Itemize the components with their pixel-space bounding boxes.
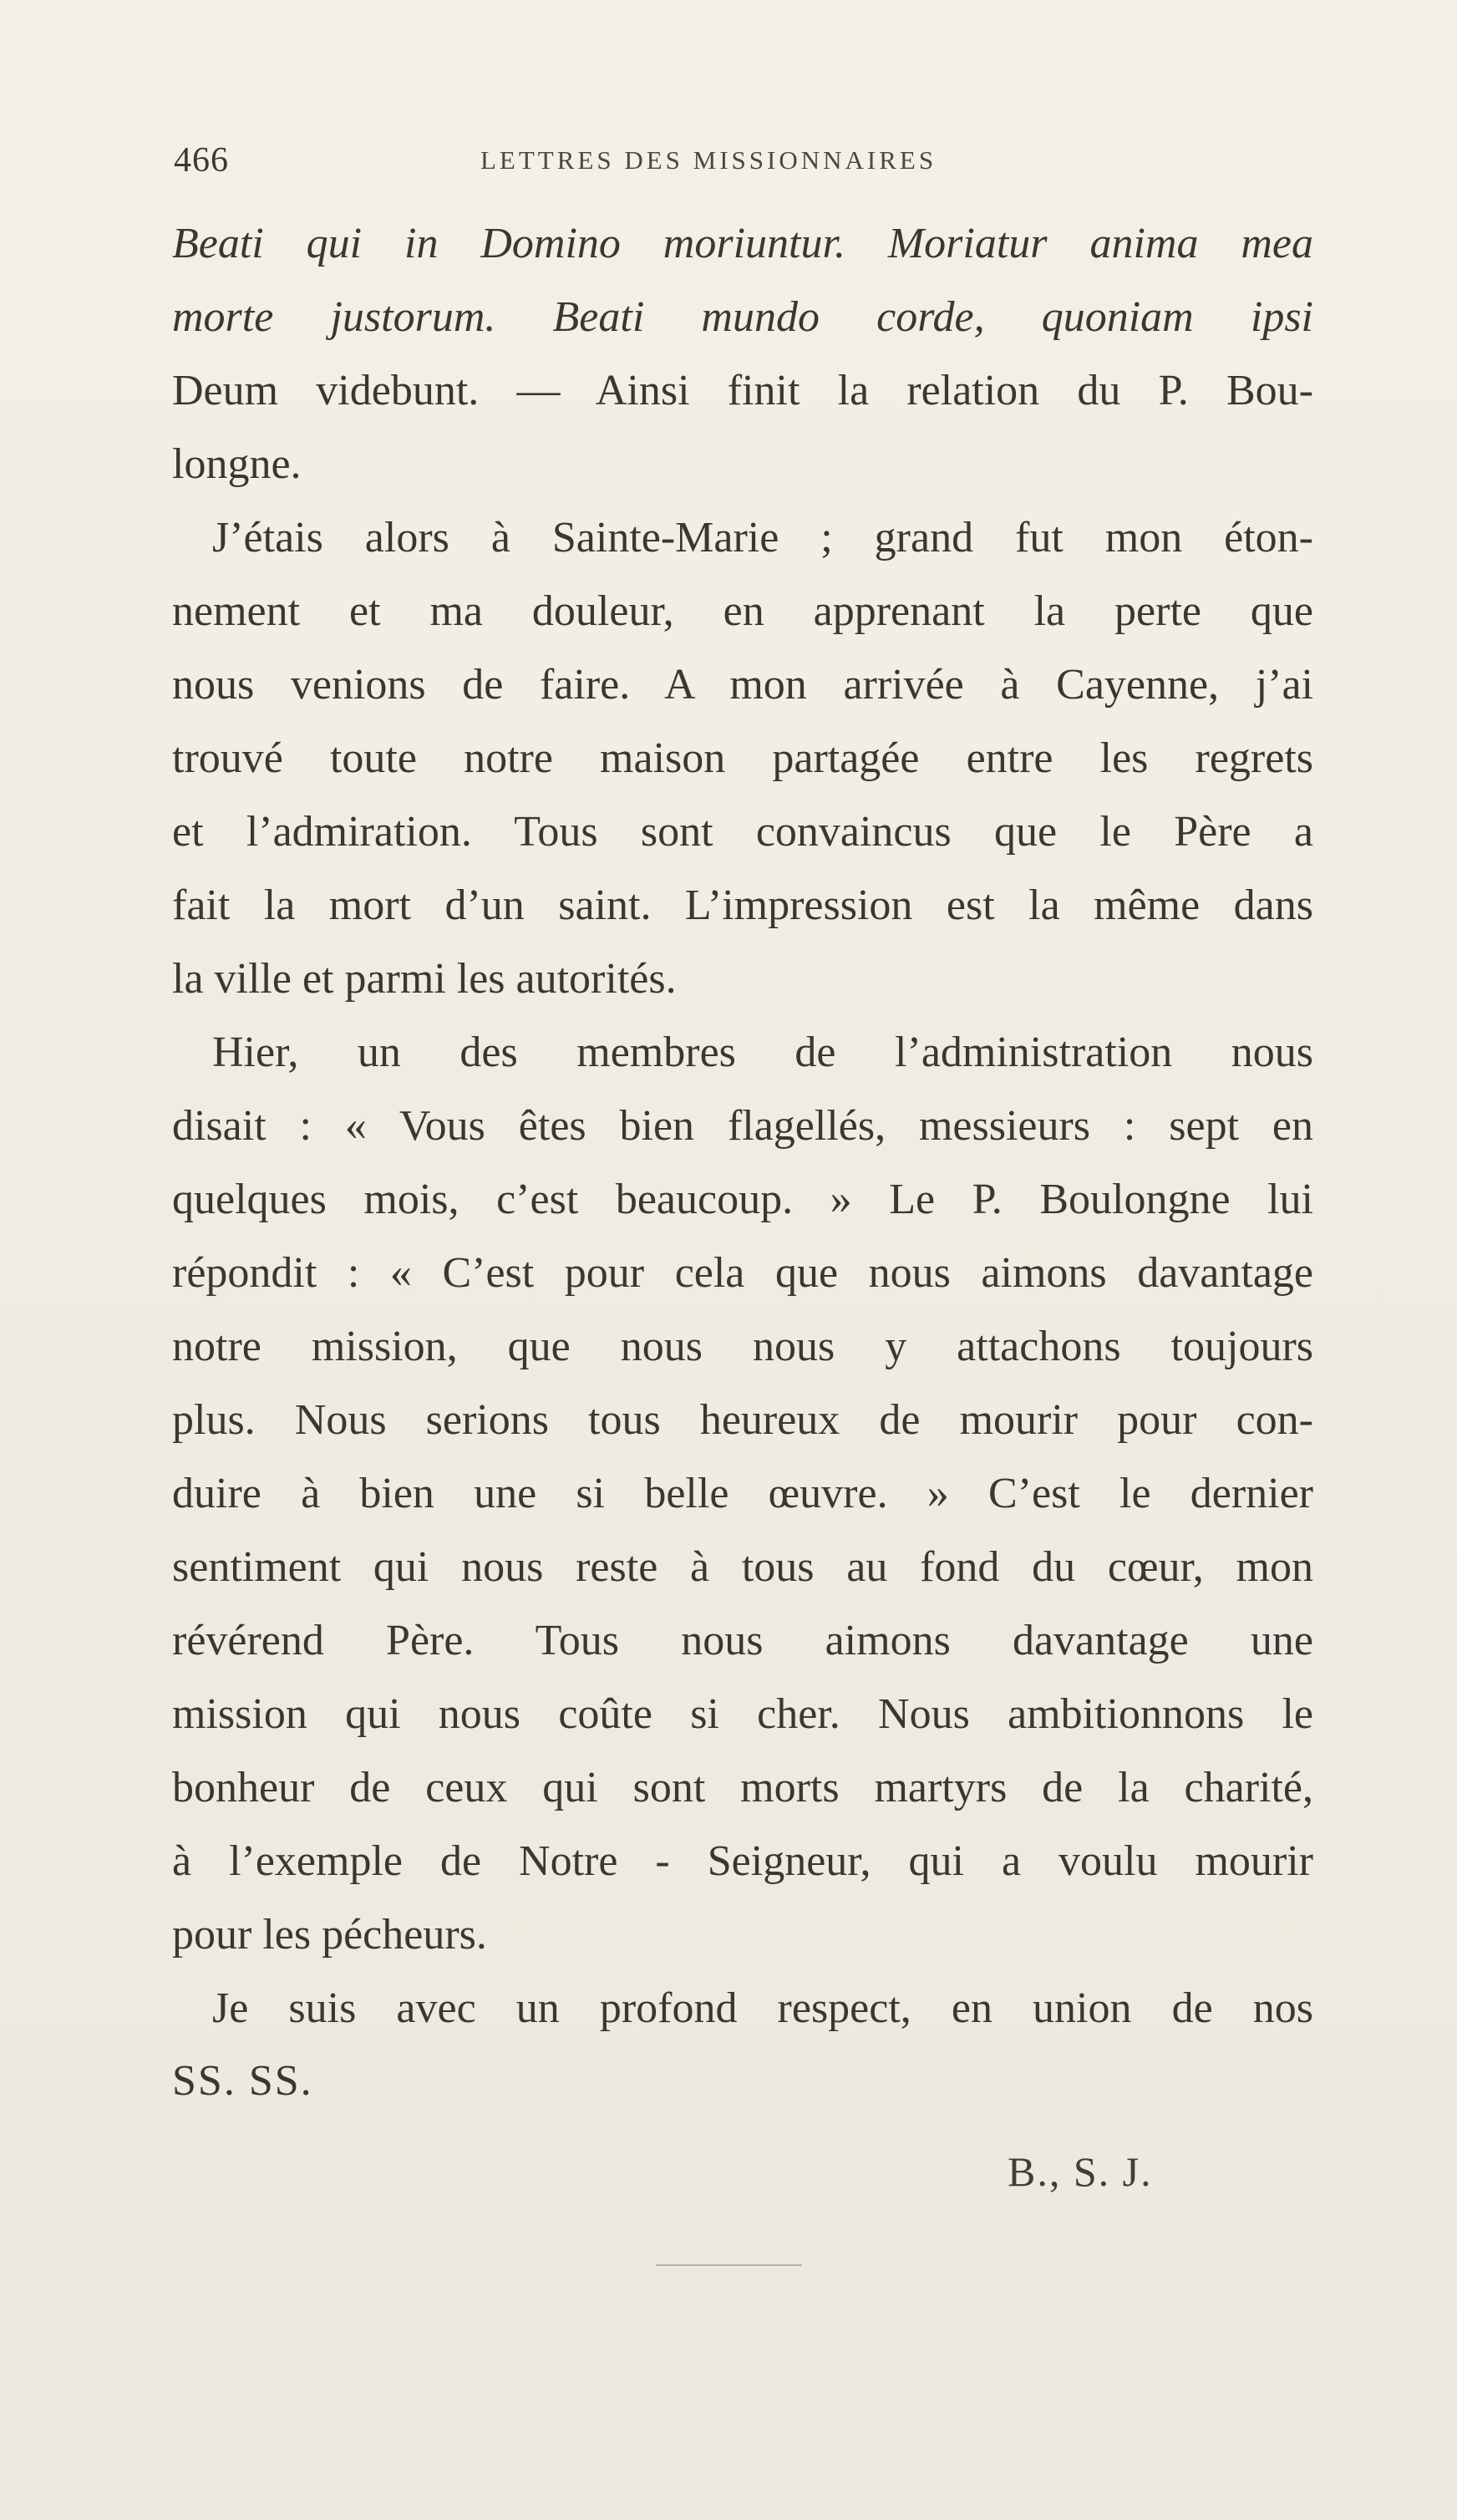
text-line: pour les pécheurs. — [172, 1911, 487, 1959]
text-line: et l’admiration. Tous sont convaincus que le Père a — [172, 808, 1313, 856]
text-line: Je suis avec un profond respect, en union de nos — [212, 1984, 1313, 2032]
text-line: morte justorum. Beati mundo corde, quoniam ipsi — [172, 293, 1313, 341]
text-line: nement et ma douleur, en apprenant la perte que — [172, 587, 1313, 635]
text-line: duire à bien une si belle œuvre. » C’est le dernier — [172, 1470, 1313, 1517]
text-line: fait la mort d’un saint. L’impression est la même dans — [172, 881, 1313, 929]
text-line: nous venions de faire. A mon arrivée à Cayenne, j’ai — [172, 661, 1313, 709]
text-line: Beati qui in Domino moriuntur. Moriatur anima mea — [172, 220, 1313, 267]
text-line: trouvé toute notre maison partagée entre les regrets — [172, 734, 1313, 782]
text-line: répondit : « C’est pour cela que nous aimons davantage — [172, 1249, 1313, 1297]
signature: B., S. J. — [1008, 2148, 1153, 2195]
text-line: plus. Nous serions tous heureux de mourir pour con- — [172, 1396, 1313, 1444]
text-line: J’étais alors à Sainte-Marie ; grand fut mon éton- — [212, 514, 1313, 561]
running-head — [0, 140, 1457, 191]
page-number: 466 — [174, 141, 229, 180]
main-text — [172, 207, 1313, 2117]
text-line: quelques mois, c’est beaucoup. » Le P. Boulongne lui — [172, 1176, 1313, 1223]
text-line: SS. SS. — [172, 2057, 313, 2105]
closing-rule — [656, 2264, 802, 2266]
text-line: mission qui nous coûte si cher. Nous ambitionnons le — [172, 1690, 1313, 1738]
text-line: bonheur de ceux qui sont morts martyrs de la charité, — [172, 1764, 1313, 1811]
text-line: disait : « Vous êtes bien flagellés, messieurs : sept en — [172, 1102, 1313, 1150]
text-line: Hier, un des membres de l’administration nous — [212, 1029, 1313, 1076]
text-line: notre mission, que nous nous y attachons toujours — [172, 1323, 1313, 1370]
text-line: sentiment qui nous reste à tous au fond du cœur, mon — [172, 1543, 1313, 1591]
text-line: révérend Père. Tous nous aimons davantage une — [172, 1617, 1313, 1664]
running-title: LETTRES DES MISSIONNAIRES — [480, 145, 937, 175]
text-line: à l’exemple de Notre - Seigneur, qui a voulu mourir — [172, 1837, 1313, 1885]
text-line: la ville et parmi les autorités. — [172, 955, 677, 1003]
text-line: longne. — [172, 440, 302, 488]
text-line: Deum videbunt. — Ainsi finit la relation du P. Bou- — [172, 367, 1313, 414]
